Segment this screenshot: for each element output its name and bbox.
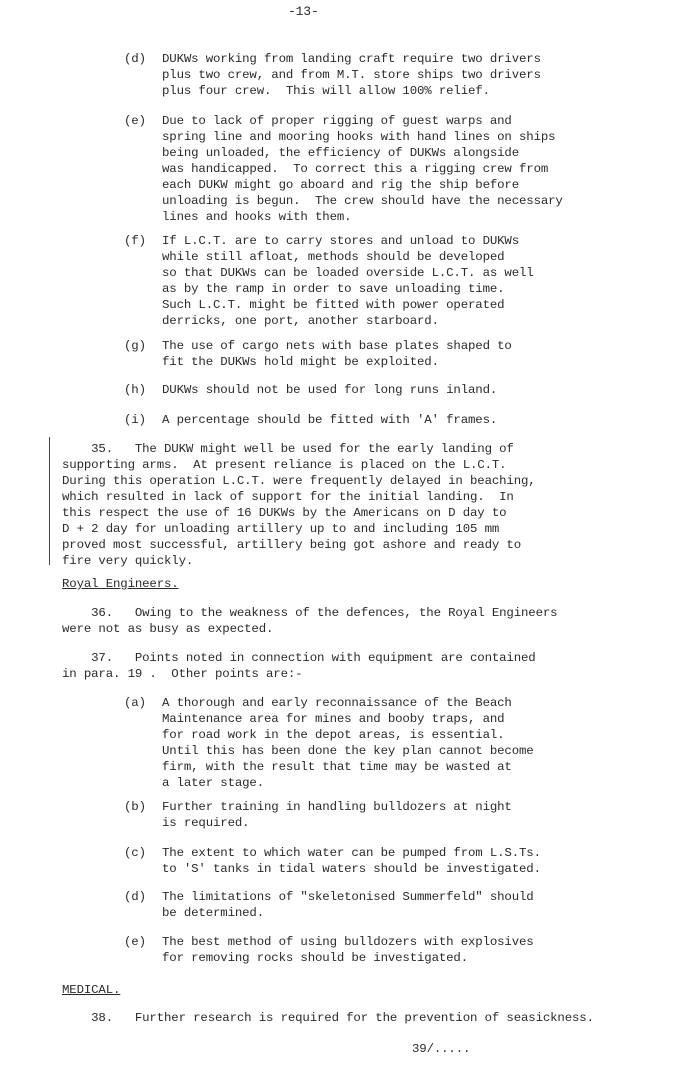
item-label: (g): [124, 339, 146, 353]
item-line: as by the ramp in order to save unloading time.: [162, 282, 505, 296]
item-line: for removing rocks should be investigated.: [162, 951, 468, 965]
para-line: this respect the use of 16 DUKWs by the Americans on D day to: [62, 506, 507, 520]
item-line: If L.C.T. are to carry stores and unload to DUKWs: [162, 234, 519, 248]
para-line: D + 2 day for unloading artillery up to and including 105 mm: [62, 522, 500, 536]
item-line: be determined.: [162, 906, 264, 920]
para-line: were not as busy as expected.: [62, 622, 274, 636]
item-line: Until this has been done the key plan cannot become: [162, 744, 534, 758]
para-line: 35. The DUKW might well be used for the early landing of: [62, 442, 514, 456]
item-label: (h): [124, 383, 146, 397]
para-line: 37. Points noted in connection with equipment are contained: [62, 651, 536, 665]
item-line: Further training in handling bulldozers at night: [162, 800, 512, 814]
item-line: The best method of using bulldozers with explosives: [162, 935, 534, 949]
item-label: (b): [124, 800, 146, 814]
page-number: -13-: [288, 4, 319, 19]
item-line: Such L.C.T. might be fitted with power operated: [162, 298, 505, 312]
item-line: so that DUKWs can be loaded overside L.C.T. as well: [162, 266, 534, 280]
para-line: During this operation L.C.T. were frequently delayed in beaching,: [62, 474, 536, 488]
item-line: The extent to which water can be pumped from L.S.Ts.: [162, 846, 541, 860]
item-line: plus four crew. This will allow 100% relief.: [162, 84, 490, 98]
item-line: for road work in the depot areas, is essential.: [162, 728, 505, 742]
item-label: (f): [124, 234, 146, 248]
item-line: being unloaded, the efficiency of DUKWs alongside: [162, 146, 519, 160]
item-line: unloading is begun. The crew should have the necessary: [162, 194, 563, 208]
item-line: fit the DUKWs hold might be exploited.: [162, 355, 439, 369]
item-line: The limitations of "skeletonised Summerfeld" should: [162, 890, 534, 904]
section-heading-medical: MEDICAL.: [62, 983, 121, 997]
item-label: (e): [124, 935, 146, 949]
item-label: (d): [124, 52, 146, 66]
item-line: firm, with the result that time may be wasted at: [162, 760, 512, 774]
item-line: lines and hooks with them.: [162, 210, 352, 224]
item-label: (a): [124, 696, 146, 710]
para-line: in para. 19 . Other points are:-: [62, 667, 303, 681]
catchword: 39/.....: [412, 1042, 471, 1056]
item-line: The use of cargo nets with base plates shaped to: [162, 339, 512, 353]
item-label: (c): [124, 846, 146, 860]
item-line: DUKWs should not be used for long runs inland.: [162, 383, 498, 397]
item-line: was handicapped. To correct this a rigging crew from: [162, 162, 549, 176]
item-line: while still afloat, methods should be developed: [162, 250, 505, 264]
section-heading-royal-engineers: Royal Engineers.: [62, 577, 179, 591]
para-line: 38. Further research is required for the prevention of seasickness.: [62, 1011, 594, 1025]
item-line: spring line and mooring hooks with hand lines on ships: [162, 130, 556, 144]
item-line: is required.: [162, 816, 250, 830]
item-line: Due to lack of proper rigging of guest warps and: [162, 114, 512, 128]
para-line: supporting arms. At present reliance is placed on the L.C.T.: [62, 458, 507, 472]
para-line: fire very quickly.: [62, 554, 194, 568]
item-line: to 'S' tanks in tidal waters should be investigated.: [162, 862, 541, 876]
item-line: a later stage.: [162, 776, 264, 790]
para-line: 36. Owing to the weakness of the defences, the Royal Engineers: [62, 606, 558, 620]
item-label: (i): [124, 413, 146, 427]
para-line: which resulted in lack of support for the initial landing. In: [62, 490, 514, 504]
item-label: (d): [124, 890, 146, 904]
item-line: Maintenance area for mines and booby traps, and: [162, 712, 505, 726]
item-line: each DUKW might go aboard and rig the ship before: [162, 178, 519, 192]
item-line: A percentage should be fitted with 'A' frames.: [162, 413, 498, 427]
item-line: plus two crew, and from M.T. store ships two drivers: [162, 68, 541, 82]
item-line: DUKWs working from landing craft require two drivers: [162, 52, 541, 66]
para-line: proved most successful, artillery being got ashore and ready to: [62, 538, 521, 552]
item-line: A thorough and early reconnaissance of the Beach: [162, 696, 512, 710]
item-line: derricks, one port, another starboard.: [162, 314, 439, 328]
margin-bar: [49, 437, 50, 565]
item-label: (e): [124, 114, 146, 128]
